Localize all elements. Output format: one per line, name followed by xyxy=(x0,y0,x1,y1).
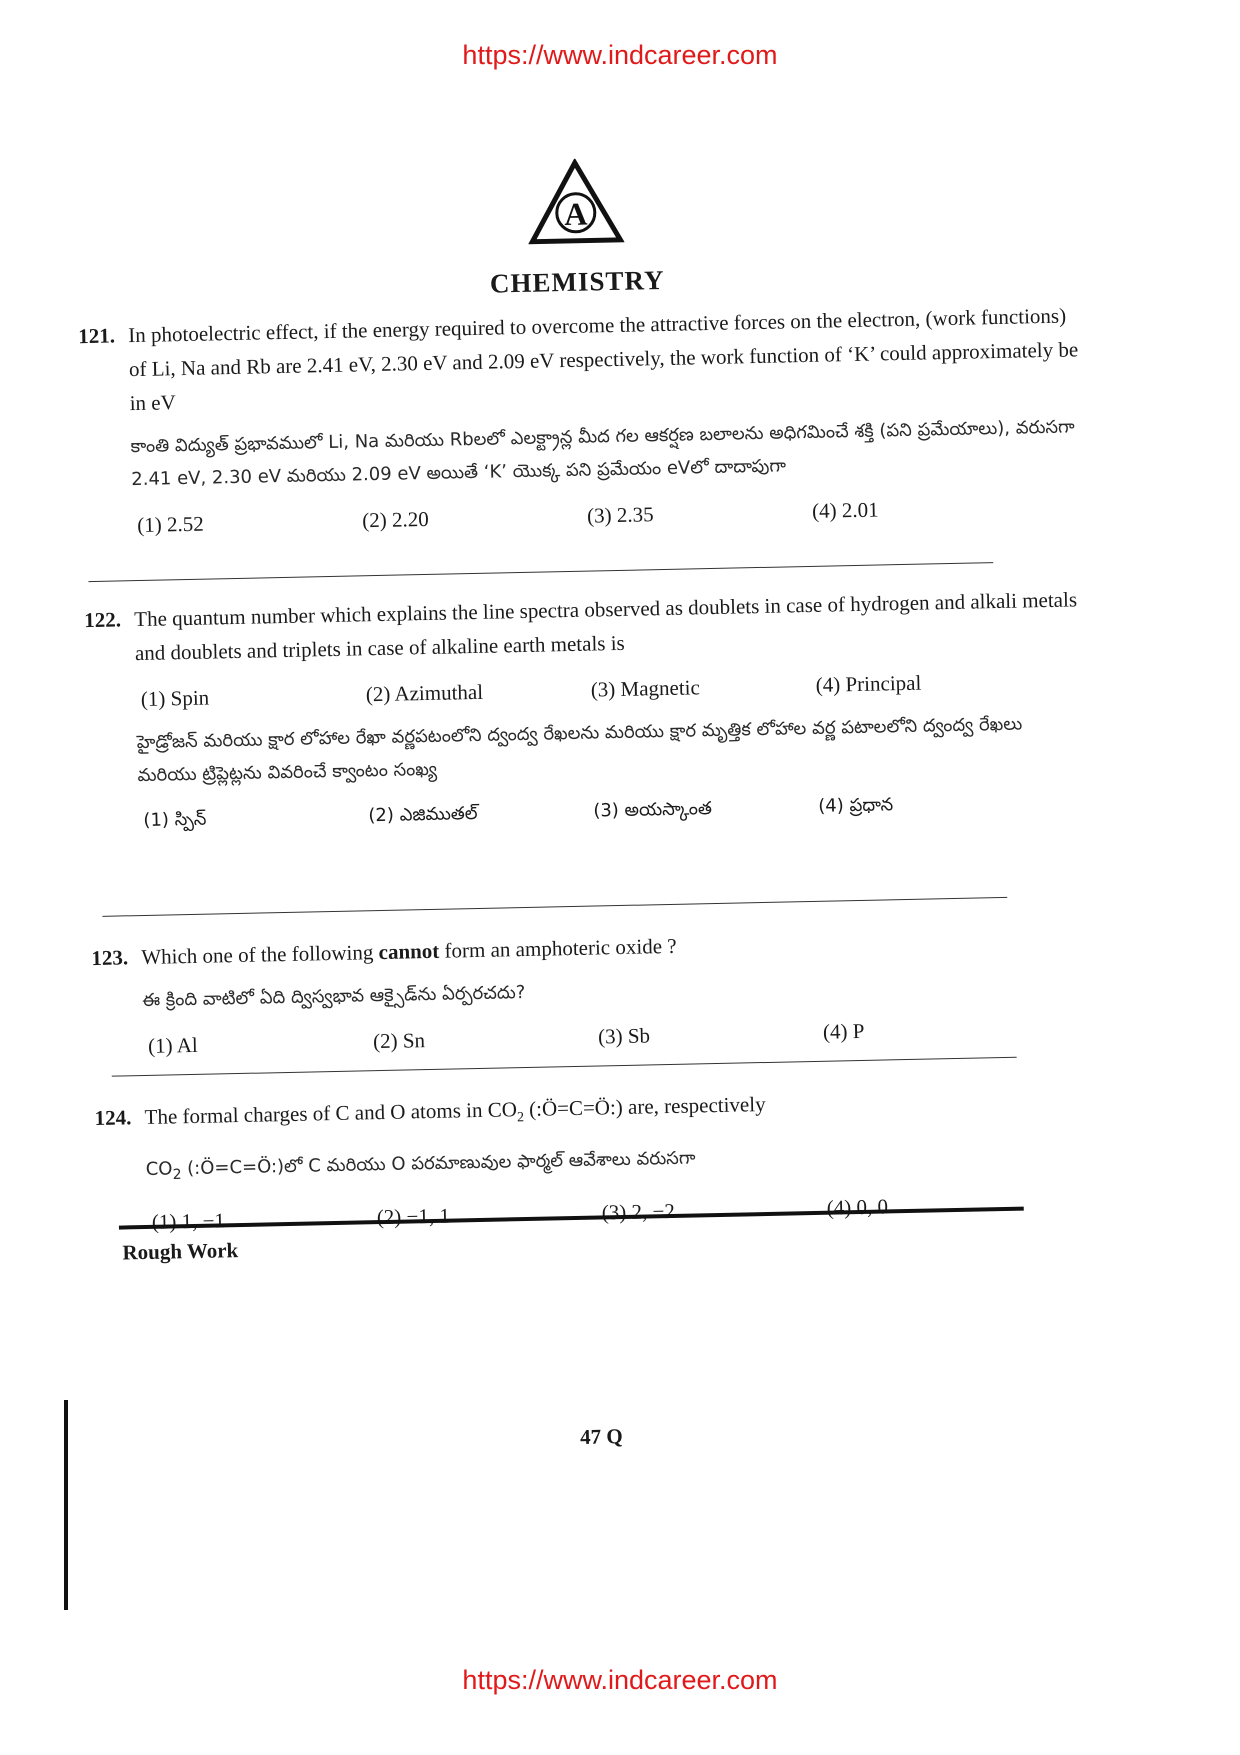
rough-work-label: Rough Work xyxy=(122,1238,239,1265)
options-row xyxy=(148,1009,1094,1063)
question-text-te: కాంతి విద్యుత్ ప్రభావములో Li, Na మరియు Rbలలో ఎలక్ట్రాన్ల మీద గల ఆకర్షణ బలాలను అధిగమించే శక్తి (పని ప్రమేయాలు), వరుసగా 2.41 eV, 2.30 eV మరియు 2.09 eV అయితే ‘K’ యొక్క పని ప్రమేయం eVలో దాదాపుగా xyxy=(130,416,1075,491)
option-2[interactable]: (2) Sn xyxy=(372,1028,426,1054)
badge-letter: A xyxy=(563,195,588,233)
options-row xyxy=(137,488,1083,542)
option-2[interactable]: (2) −1, 1 xyxy=(376,1203,451,1229)
option-1[interactable]: (1) Spin xyxy=(140,685,210,711)
option-3[interactable]: (3) Magnetic xyxy=(590,675,701,702)
question-text-en: The quantum number which explains the line spectra observed as doublets in case of hydrogen and alkali metals and doublets and triplets in case of alkaline earth metals is xyxy=(133,587,1078,666)
header-url-link[interactable]: https://www.indcareer.com xyxy=(462,40,778,70)
question-number: 121. xyxy=(78,323,116,349)
question-text-te: $CO_2$ (:Ö=C=Ö:)లో C మరియు O పరమాణువుల ఫార్మల్ ఆవేశాలు వరుసగా xyxy=(145,1147,696,1184)
options-row-te xyxy=(143,784,1089,838)
question-121 xyxy=(78,298,1082,543)
divider xyxy=(88,562,993,582)
option-1[interactable]: (1) 2.52 xyxy=(136,511,204,538)
footer-url-link[interactable]: https://www.indcareer.com xyxy=(462,1665,778,1695)
margin-line xyxy=(64,1400,68,1610)
question-text-te: హైడ్రోజన్ మరియు క్షార లోహాల రేఖా వర్ణపటంలోని ద్వంద్వ రేఖలను మరియు క్షార మృత్తిక లోహాల వర్ణ పటాలలోని ద్వంద్వ రేఖలు మరియు ట్రిప్లెట్లను వివరించే క్వాంటం సంఖ్య xyxy=(136,713,1023,787)
question-number: 123. xyxy=(91,945,129,971)
exam-page xyxy=(74,129,1165,1651)
question-text-en: The formal charges of C and O atoms in $CO_2$ (:Ö=C=Ö:) are, respectively xyxy=(144,1092,766,1130)
question-number: 122. xyxy=(83,607,122,633)
divider xyxy=(102,897,1007,917)
question-text-en: In photoelectric effect, if the energy required to overcome the attractive forces on the electron, (work functions) of Li, Na and Rb are 2.41 eV, 2.30 eV and 2.09 eV respectively, the work function of ‘K’ could approximately be in eV xyxy=(128,303,1079,416)
question-text-en: Which one of the following cannot form an amphoteric oxide ? xyxy=(141,933,677,970)
option-1[interactable]: (1) Al xyxy=(147,1032,198,1058)
option-1[interactable]: (1) 1, −1 xyxy=(151,1208,226,1234)
question-123 xyxy=(91,920,1093,1064)
question-number: 124. xyxy=(94,1105,132,1131)
option-3-te[interactable]: (3) అయస్కాంత xyxy=(593,798,713,822)
option-1-te[interactable]: (1) స్పిన్ xyxy=(143,808,207,831)
option-2[interactable]: (2) 2.20 xyxy=(361,506,429,533)
option-2-te[interactable]: (2) ఎజిముతల్ xyxy=(368,802,478,827)
option-4[interactable]: (4) Principal xyxy=(815,670,922,697)
option-3[interactable]: (3) 2, −2 xyxy=(601,1198,676,1225)
option-3[interactable]: (3) 2.35 xyxy=(586,502,654,528)
option-3[interactable]: (3) Sb xyxy=(597,1023,651,1049)
option-4[interactable]: (4) 0, 0 xyxy=(826,1194,889,1220)
option-2[interactable]: (2) Azimuthal xyxy=(365,679,484,707)
subject-heading: CHEMISTRY xyxy=(489,264,665,299)
option-4[interactable]: (4) P xyxy=(822,1018,865,1044)
option-4[interactable]: (4) 2.01 xyxy=(811,497,879,523)
page-number: 47 Q xyxy=(579,1424,623,1449)
booklet-series-badge xyxy=(527,158,625,246)
options-row xyxy=(141,662,1087,716)
question-122 xyxy=(84,582,1089,839)
question-text-te: ఈ క్రింది వాటిలో ఏది ద్విస్వభావ ఆక్సైడ్‌ను ఏర్పరచదు? xyxy=(141,982,526,1012)
option-4-te[interactable]: (4) ప్రధాన xyxy=(818,794,894,817)
